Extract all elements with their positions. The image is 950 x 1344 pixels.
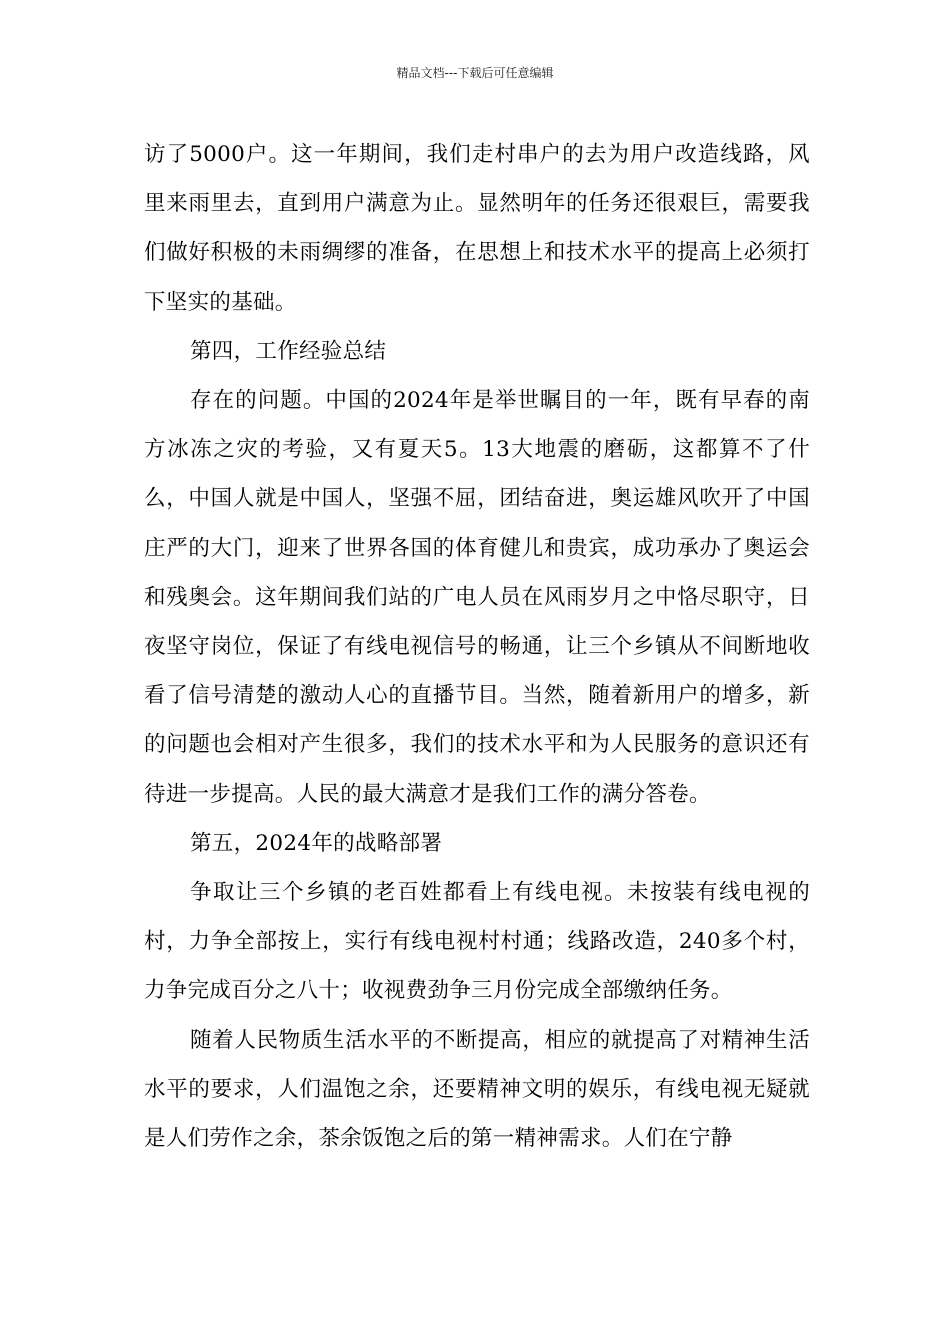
- section-heading-four: 第四，工作经验总结: [190, 338, 387, 364]
- paragraph-problems: 存在的问题。中国的2024年是举世瞩目的一年，既有早春的南方冰冻之灾的考验，又有夏天5。13大地震的磨砺，这都算不了什么，中国人就是中国人，坚强不屈，团结奋进，奥运雄风吹开了中国庄严的大门，迎来了世界各国的体育健儿和贵宾，成功承办了奥运会和残奥会。这年期间我们站的广电人员在风雨岁月之中恪尽职守，日夜坚守岗位，保证了有线电视信号的畅通，让三个乡镇从不间断地收看了信号清楚的激动人心的直播节目。当然，随着新用户的增多，新的问题也会相对产生很多，我们的技术水平和为人民服务的意识还有待进一步提高。人民的最大满意才是我们工作的满分答卷。: [144, 388, 810, 807]
- document-body: [144, 130, 810, 1163]
- section-heading-five: 第五，2024年的战略部署: [190, 830, 443, 856]
- paragraph-continuation: 访了5000户。这一年期间，我们走村串户的去为用户改造线路，风里来雨里去，直到用户满意为止。显然明年的任务还很艰巨，需要我们做好积极的未雨绸缪的准备，在思想上和技术水平的提高上必须打下坚实的基础。: [144, 142, 810, 315]
- paragraph-strategy: 争取让三个乡镇的老百姓都看上有线电视。未按装有线电视的村，力争全部按上，实行有线电视村村通；线路改造，240多个村，力争完成百分之八十；收视费劲争三月份完成全部缴纳任务。: [144, 880, 810, 1004]
- paragraph-demand: 随着人民物质生活水平的不断提高，相应的就提高了对精神生活水平的要求，人们温饱之余，还要精神文明的娱乐，有线电视无疑就是人们劳作之余，茶余饭饱之后的第一精神需求。人们在宁静: [144, 1027, 810, 1152]
- page-header: 精品文档---下载后可任意编辑: [396, 66, 554, 80]
